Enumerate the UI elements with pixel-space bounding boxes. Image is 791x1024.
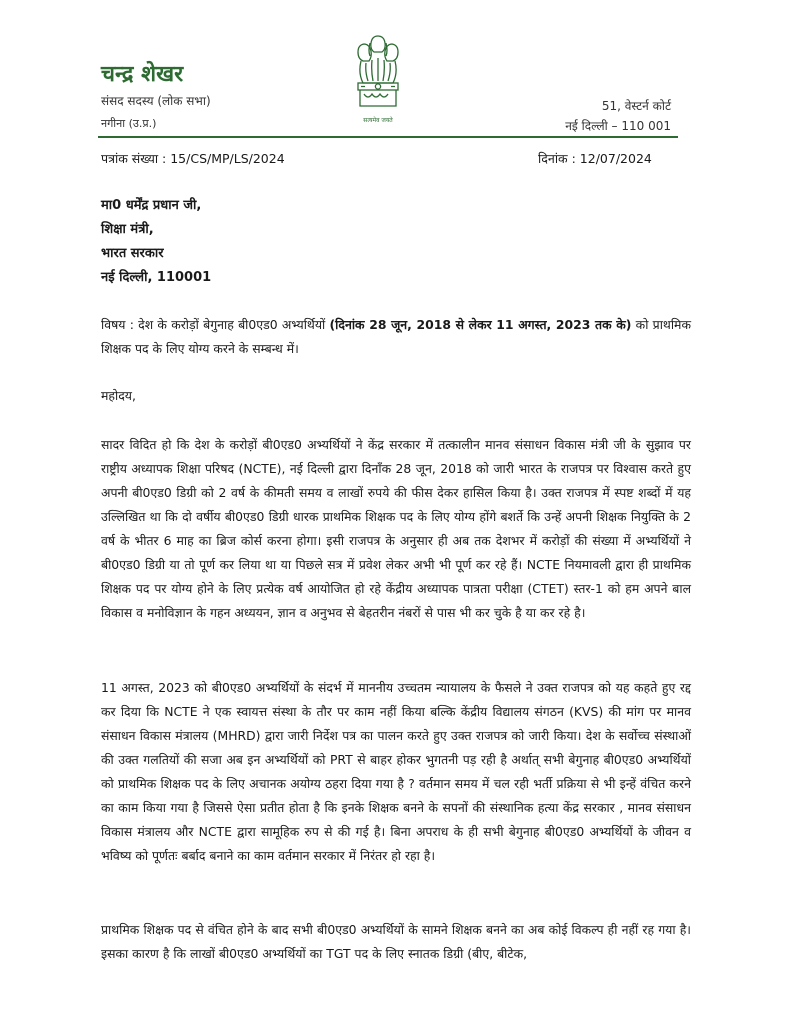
letterhead-divider — [98, 136, 678, 138]
body-paragraph-2: 11 अगस्त, 2023 को बी0एड0 अभ्यर्थियों के संदर्भ में माननीय उच्चतम न्यायालय के फैसले ने उक्त राजपत्र को यह कहते हुए रद्द कर दिया कि NCTE ने एक स्वायत्त संस्था के तौर पर काम नहीं किया बल्कि केंद्रीय विद्यालय संगठन (KVS) की मांग पर मानव संसाधन विकास मंत्रालय (MHRD) द्वारा जारी निर्देश पत्र का पालन करते हुए उक्त राजपत्र को जारी किया। देश के सर्वोच्च संस्थाओं की उक्त गलतियों की सजा अब इन अभ्यर्थियों को PRT से बाहर होकर भुगतनी पड़ रही है अर्थात् सभी बेगुनाह बी0एड0 अभ्यर्थियों को प्राथमिक शिक्षक पद के लिए अचानक अयोग्य ठहरा दिया गया है ? वर्तमान समय में चल रही भर्ती प्रक्रिया से भी इन्हें वंचित करने का काम किया गया है जिससे ऐसा प्रतीत होता है कि इनके शिक्षक बनने के सपनों की संस्थानिक हत्या केंद्र सरकार , मानव संसाधन विकास मंत्रालय और NCTE द्वारा सामूहिक रुप से की गई है। बिना अपराध के ही सभी बेगुनाह बी0एड0 अभ्यर्थियों के जीवन व भविष्य को पूर्णतः बर्बाद बनाने का काम वर्तमान सरकार में निरंतर हो रहा है। — [101, 680, 691, 863]
letter-date: दिनांक : 12/07/2024 — [538, 151, 652, 166]
subject-suffix: को प्राथमिक शिक्षक पद के लिए योग्य करने के सम्बन्ध में। — [101, 317, 691, 356]
sender-designation: संसद सदस्य (लोक सभा) — [101, 94, 211, 108]
emblem-motto: सत्यमेव जयते — [363, 117, 393, 124]
subject-date-range: (दिनांक 28 जून, 2018 से लेकर 11 अगस्त, 2023 तक के) — [329, 317, 632, 332]
subject-prefix: विषय : देश के करोड़ों बेगुनाह बी0एड0 अभ्यर्थियों — [101, 317, 330, 332]
office-address-line1: 51, वेस्टर्न कोर्ट — [601, 99, 671, 113]
addressee-name: मा0 धर्मेंद्र प्रधान जी, — [101, 198, 202, 213]
addressee-city: नई दिल्ली, 110001 — [101, 270, 212, 285]
reference-number: पत्रांक संख्या : 15/CS/MP/LS/2024 — [101, 151, 285, 166]
office-address-line2: नई दिल्ली – 110 001 — [565, 119, 671, 133]
subject-line — [101, 313, 691, 361]
sender-name: चन्द्र शेखर — [101, 61, 184, 87]
body-paragraph-3: प्राथमिक शिक्षक पद से वंचित होने के बाद सभी बी0एड0 अभ्यर्थियों के सामने शिक्षक बनने का अब कोई विकल्प ही नहीं रह गया है। इसका कारण है कि लाखों बी0एड0 अभ्यर्थियों का TGT पद के लिए स्नातक डिग्री (बीए, बीटेक, — [101, 922, 691, 961]
addressee-block — [101, 194, 211, 290]
salutation: महोदय, — [101, 388, 136, 403]
addressee-title: शिक्षा मंत्री, — [101, 222, 154, 237]
sender-constituency: नगीना (उ.प्र.) — [101, 117, 157, 130]
body-paragraph-1: सादर विदित हो कि देश के करोड़ों बी0एड0 अभ्यर्थियों ने केंद्र सरकार में तत्कालीन मानव संसाधन विकास मंत्री जी के सुझाव पर राष्ट्रीय अध्यापक शिक्षा परिषद (NCTE), नई दिल्ली द्वारा दिनाँक 28 जून, 2018 को जारी भारत के राजपत्र पर विश्वास करते हुए अपनी बी0एड0 डिग्री को 2 वर्ष के कीमती समय व लाखों रुपये की फीस देकर हासिल किया है। उक्त राजपत्र में स्पष्ट शब्दों में यह उल्लिखित था कि दो वर्षीय बी0एड0 डिग्री धारक प्राथमिक शिक्षक पद के लिए योग्य होंगे बशर्ते कि उन्हें अपनी शिक्षक नियुक्ति के 2 वर्ष के भीतर 6 माह का ब्रिज कोर्स करना होगा। इसी राजपत्र के अनुसार ही अब तक देशभर में करोड़ों की संख्या में अभ्यर्थियों ने बी0एड0 डिग्री या तो पूर्ण कर लिया था या पिछले सत्र में प्रवेश लेकर अभी भी पूर्ण कर रहे हैं। NCTE नियमावली द्वारा ही प्राथमिक शिक्षक पद पर योग्य होने के लिए प्रत्येक वर्ष आयोजित हो रहे केंद्रीय अध्यापक पात्रता परीक्षा (CTET) स्तर-1 को हम अपने बाल विकास व मनोविज्ञान के गहन अध्ययन, ज्ञान व अनुभव से बेहतरीन नंबरों से पास भी कर चुके है या कर रहे है। — [101, 437, 691, 620]
addressee-org: भारत सरकार — [101, 246, 164, 261]
national-emblem-icon — [348, 30, 408, 134]
